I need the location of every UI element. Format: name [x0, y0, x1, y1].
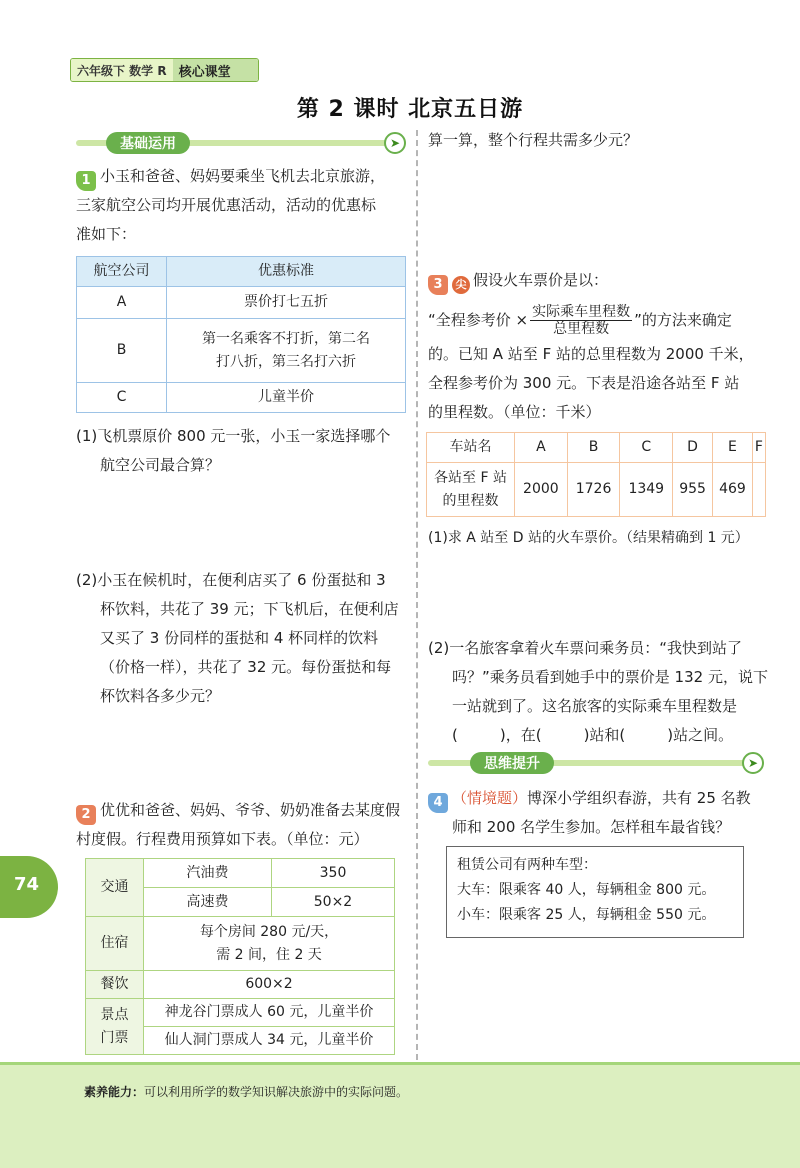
scenario-tag: （情境题）	[452, 789, 528, 807]
toll-value: 50×2	[272, 888, 395, 917]
footer-text	[84, 1083, 408, 1100]
q4-number: 4	[428, 793, 448, 813]
ticket-label-line: 门票	[100, 1029, 129, 1046]
q1-line1	[76, 162, 416, 191]
policy-col-header: 优惠标准	[167, 257, 406, 287]
blank-text: )，在(	[499, 726, 542, 744]
distance-cell: 469	[713, 463, 753, 517]
header-tag	[70, 58, 259, 82]
table-row	[86, 999, 395, 1027]
blank-text: )站和(	[583, 726, 626, 744]
q3-sub2-line: (2)一名旅客拿着火车票问乘务员：“我快到站了	[428, 639, 743, 657]
q2-intro	[76, 796, 416, 854]
rental-info-box	[446, 846, 744, 938]
station-cell: C	[620, 433, 673, 463]
station-cell: E	[713, 433, 753, 463]
q3-line: 全程参考价为 300 元。下表是沿途各站至 F 站	[428, 374, 740, 392]
q1-sub1-line: 航空公司最合算？	[100, 456, 221, 474]
lodging-line: 每个房间 280 元/天，	[199, 923, 339, 940]
q1-text: 小玉和爸爸、妈妈要乘坐飞机去北京旅游，	[100, 167, 386, 185]
station-cell: F	[752, 433, 765, 463]
q1-sub1-line: (1)飞机票原价 800 元一张，小玉一家选择哪个	[76, 427, 391, 445]
banner-basic	[76, 132, 406, 154]
footer	[0, 1062, 800, 1168]
budget-table	[85, 858, 395, 1055]
food-label: 餐饮	[86, 971, 144, 999]
rental-line: 租赁公司有两种车型：	[457, 857, 597, 873]
column-divider	[416, 130, 418, 1060]
gas-value: 350	[272, 859, 395, 888]
table-row	[77, 287, 406, 319]
grade-label: 六年级下 数学 R	[71, 59, 173, 81]
q3-line1	[428, 266, 778, 295]
gas-label: 汽油费	[144, 859, 272, 888]
flag-icon: ➤	[742, 752, 764, 774]
q1-sub2-line: （价格一样），共花了 32 元。每份蛋挞和每	[100, 658, 392, 676]
ticket-value: 神龙谷门票成人 60 元，儿童半价	[144, 999, 395, 1027]
page-number: 74	[14, 874, 40, 895]
traffic-label: 交通	[86, 859, 144, 917]
ticket-label	[86, 999, 144, 1055]
food-value: 600×2	[144, 971, 395, 999]
page-number-tab	[0, 856, 58, 918]
q1-sub2-line: 杯饮料各多少元？	[100, 687, 221, 705]
station-cell: D	[673, 433, 713, 463]
q2-text: 优优和爸爸、妈妈、爷爷、奶奶准备去某度假	[100, 801, 401, 819]
formula-fraction	[530, 304, 632, 337]
q3-body	[428, 340, 778, 427]
station-row-label: 车站名	[427, 433, 515, 463]
q3-sub2	[428, 634, 778, 750]
lodging-line: 需 2 间，住 2 天	[216, 946, 322, 963]
policy-cell	[167, 319, 406, 383]
q1-line3: 准如下：	[76, 225, 137, 243]
q3-formula	[428, 300, 778, 340]
table-row	[427, 463, 766, 517]
distance-cell: 2000	[515, 463, 568, 517]
q2-number: 2	[76, 805, 96, 825]
banner-label: 思维提升	[470, 752, 554, 774]
airline-table	[76, 256, 406, 413]
policy-cell: 儿童半价	[167, 383, 406, 413]
q1-sub1	[76, 422, 416, 480]
airline-cell: A	[77, 287, 167, 319]
q1-intro	[76, 162, 416, 249]
hard-mark-icon: 尖	[452, 276, 470, 294]
q3-text: 假设火车票价是以：	[473, 271, 609, 289]
distance-cell: 1349	[620, 463, 673, 517]
q4-line1	[428, 784, 778, 813]
airline-col-header: 航空公司	[77, 257, 167, 287]
q1-sub2-line: 杯饮料，共花了 39 元；下飞机后，在便利店	[100, 600, 399, 618]
airline-cell: B	[77, 319, 167, 383]
q3-sub1: (1)求 A 站至 D 站的火车票价。（结果精确到 1 元）	[428, 530, 749, 546]
lodging-label: 住宿	[86, 917, 144, 971]
policy-line: 第一名乘客不打折，第二名	[202, 330, 370, 347]
mileage-table	[426, 432, 766, 517]
q3-sub2-blanks	[428, 721, 778, 750]
station-cell: B	[567, 433, 620, 463]
q4-line2: 师和 200 名学生参加。怎样租车最省钱？	[452, 818, 731, 836]
q2-line2: 村度假。行程费用预算如下表。（单位：元）	[76, 830, 369, 848]
q3-number: 3	[428, 275, 448, 295]
distance-label-line: 各站至 F 站	[434, 469, 507, 486]
q3-line: 的。已知 A 站至 F 站的总里程数为 2000 千米，	[428, 345, 754, 363]
blank-text: )站之间。	[667, 726, 734, 744]
toll-label: 高速费	[144, 888, 272, 917]
banner-think	[428, 752, 764, 774]
footer-label: 素养能力：	[84, 1085, 145, 1099]
q3-intro	[428, 266, 778, 295]
distance-row-label	[427, 463, 515, 517]
q1-sub2	[76, 566, 416, 711]
distance-cell: 955	[673, 463, 713, 517]
section-label: 核心课堂	[173, 59, 258, 81]
distance-cell: 1726	[567, 463, 620, 517]
q1-sub2-line: (2)小玉在候机时，在便利店买了 6 份蛋挞和 3	[76, 571, 386, 589]
q2-line1	[76, 796, 416, 825]
formula-pre: “全程参考价 ×	[428, 311, 529, 329]
table-row	[77, 383, 406, 413]
q1-sub2-line: 又买了 3 份同样的蛋挞和 4 杯同样的饮料	[100, 629, 379, 647]
rental-line: 大车：限乘客 40 人，每辆租金 800 元。	[457, 882, 716, 898]
distance-cell	[752, 463, 765, 517]
table-row	[77, 319, 406, 383]
q3-sub2-line: 一站就到了。这名旅客的实际乘车里程数是	[452, 697, 738, 715]
blank-open: (	[452, 726, 458, 744]
rental-line: 小车：限乘客 25 人，每辆租金 550 元。	[457, 907, 716, 923]
policy-line: 打八折，第三名打六折	[216, 353, 356, 370]
distance-label-line: 的里程数	[442, 492, 499, 509]
table-row	[427, 433, 766, 463]
station-cell: A	[515, 433, 568, 463]
ticket-value: 仙人洞门票成人 34 元，儿童半价	[144, 1027, 395, 1055]
fraction-numerator: 实际乘车里程数	[532, 304, 631, 320]
table-row	[86, 859, 395, 888]
formula-post: ”的方法来确定	[634, 311, 732, 329]
q1-line2: 三家航空公司均开展优惠活动，活动的优惠标	[76, 196, 377, 214]
ticket-label-line: 景点	[100, 1006, 129, 1023]
flag-icon: ➤	[384, 132, 406, 154]
table-row	[86, 917, 395, 971]
q4-intro	[428, 784, 778, 842]
lesson-title: 第 2 课时 北京五日游	[296, 97, 524, 122]
banner-label: 基础运用	[106, 132, 190, 154]
q3-line: 的里程数。（单位：千米）	[428, 403, 601, 421]
q3-sub2-line: 吗？”乘务员看到她手中的票价是 132 元，说下	[452, 668, 768, 686]
q4-text: 博深小学组织春游，共有 25 名教	[527, 789, 751, 807]
lodging-value	[144, 917, 395, 971]
policy-cell: 票价打七五折	[167, 287, 406, 319]
q2-question: 算一算，整个行程共需多少元？	[428, 131, 639, 149]
table-row	[86, 971, 395, 999]
fraction-denominator: 总里程数	[553, 321, 610, 337]
q1-number: 1	[76, 171, 96, 191]
footer-content: 可以利用所学的数学知识解决旅游中的实际问题。	[144, 1085, 409, 1099]
airline-cell: C	[77, 383, 167, 413]
